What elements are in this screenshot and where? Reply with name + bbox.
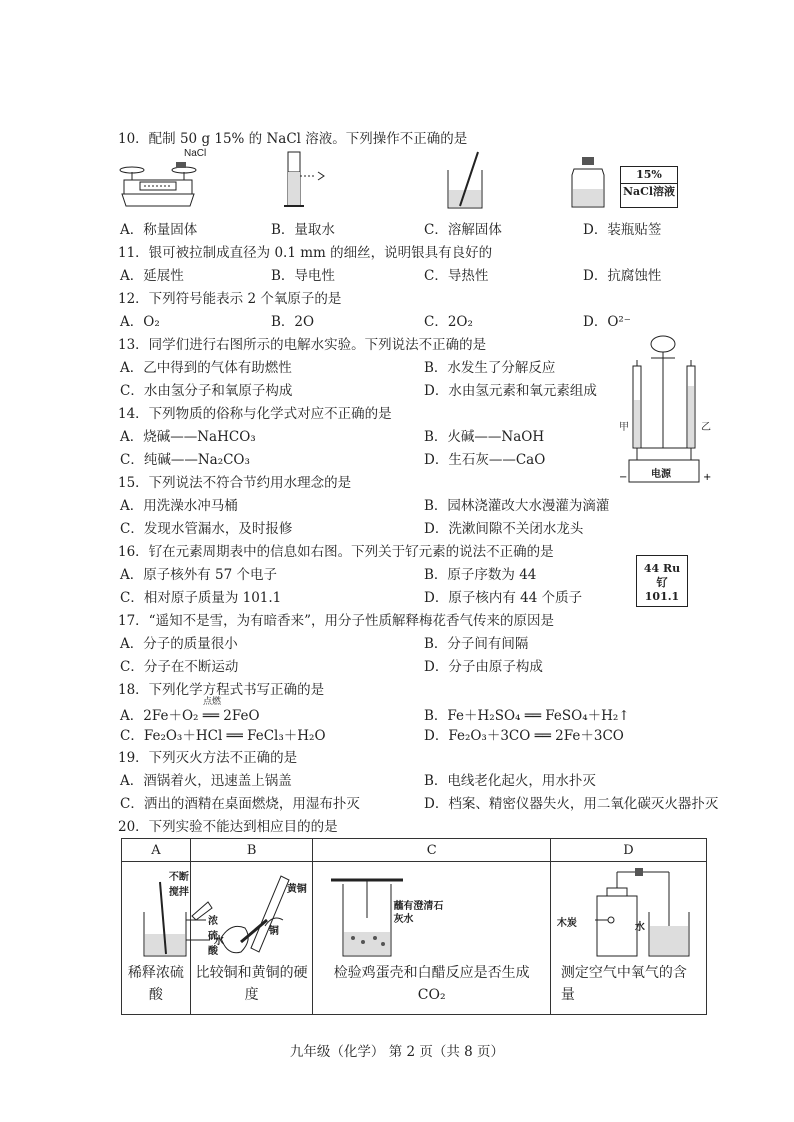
question-14-stem: 14．下列物质的俗称与化学式对应不正确的是 (118, 406, 392, 422)
option-c[interactable]: C．2O₂ (424, 314, 473, 330)
cell-a[interactable] (122, 862, 224, 1015)
option-b[interactable]: B．火碱——NaOH (424, 429, 545, 445)
question-17-stem: 17．“遥知不是雪，为有暗香来”，用分子性质解释梅花香气传来的原因是 (118, 613, 554, 629)
option-b[interactable]: B．Fe＋H₂SO₄ ══ FeSO₄＋H₂↑ (424, 708, 630, 724)
ignite-condition: 点燃 (203, 697, 222, 707)
caption-a: 稀释浓硫酸 (127, 965, 184, 1003)
option-c[interactable]: C．分子在不断运动 (120, 659, 239, 675)
cell-d[interactable] (550, 862, 706, 1015)
header-c[interactable]: C (313, 839, 550, 862)
question-stem: 10．配制 50 g 15% 的 NaCl 溶液。下列操作不正确的是 (118, 131, 468, 147)
page-footer: 九年级（化学） 第 2 页（共 8 页） (289, 1044, 505, 1060)
solution-label (620, 166, 678, 208)
graduated-cylinder-icon (278, 148, 328, 214)
svg-text:−: − (619, 472, 628, 483)
caption-c: 检验鸡蛋壳和白醋反应是否生成 CO₂ (333, 965, 530, 1003)
label-carbon: 木炭 (556, 918, 577, 929)
option-d[interactable]: D．原子核内有 44 个质子 (424, 590, 583, 606)
balance-figure (118, 148, 207, 214)
figure-c (313, 862, 549, 962)
option-d[interactable]: D．装瓶贴签 (583, 222, 662, 238)
limewater-test-icon (313, 862, 453, 962)
question-20-stem: 20．下列实验不能达到相应目的的是 (118, 819, 338, 835)
question-12-stem: 12．下列符号能表示 2 个氧原子的是 (118, 291, 342, 307)
option-b[interactable]: B．导电性 (271, 268, 335, 284)
option-a[interactable]: A．2Fe＋O₂ ══ 2FeO (120, 708, 260, 724)
figure-b (191, 862, 313, 962)
cell-c[interactable] (313, 862, 550, 1015)
option-c[interactable]: C．洒出的酒精在桌面燃烧，用湿布扑灭 (120, 796, 360, 812)
element-number-symbol: 44 Ru (643, 562, 681, 575)
option-b[interactable]: B．2O (271, 314, 315, 330)
label-water: 水 (214, 936, 224, 947)
figure-d (551, 862, 706, 962)
element-mass: 101.1 (644, 590, 680, 603)
option-c[interactable]: C．溶解固体 (424, 222, 502, 238)
label-percent: 15% (636, 168, 662, 181)
question-15-stem: 15．下列说法不符合节约用水理念的是 (118, 475, 352, 491)
option-d[interactable]: D．生石灰——CaO (424, 452, 546, 468)
question-13-stem: 13．同学们进行右图所示的电解水实验。下列说法不正确的是 (118, 337, 487, 353)
option-a[interactable]: A．O₂ (120, 314, 160, 330)
beaker-with-rod-icon (442, 148, 492, 214)
balance-icon (118, 148, 198, 214)
option-c[interactable]: C．水由氢分子和氧原子构成 (120, 383, 293, 399)
option-a[interactable]: A．烧碱——NaHCO₃ (120, 429, 256, 445)
beaker-stir-figure (442, 148, 492, 214)
option-b[interactable]: B．原子序数为 44 (424, 567, 537, 583)
option-c[interactable]: C．纯碱——Na₂CO₃ (120, 452, 250, 468)
reagent-bottle-icon (566, 155, 616, 211)
cylinder-figure (278, 148, 328, 214)
option-b[interactable]: B．分子间有间隔 (424, 636, 529, 652)
option-a[interactable]: A．延展性 (120, 268, 184, 284)
header-a[interactable]: A (122, 839, 191, 862)
experiment-table (121, 838, 707, 1015)
option-a[interactable]: A．乙中得到的气体有助燃性 (120, 360, 292, 376)
option-c[interactable]: C．相对原子质量为 101.1 (120, 590, 282, 606)
option-a[interactable]: A．称量固体 (120, 222, 198, 238)
element-name: 钌 (656, 576, 668, 589)
header-d[interactable]: D (550, 839, 706, 862)
svg-text:+: + (703, 472, 712, 483)
option-d[interactable]: D．O²⁻ (583, 314, 631, 330)
label-yi: 乙 (701, 422, 711, 433)
figure-a (122, 862, 224, 962)
scratch-test-icon (191, 862, 331, 962)
option-a[interactable]: A．原子核外有 57 个电子 (120, 567, 278, 583)
label-acid: 浓硫酸 (208, 916, 218, 957)
option-d[interactable]: D．抗腐蚀性 (583, 268, 662, 284)
caption-d: 测定空气中氧气的含量 (560, 965, 687, 1003)
element-card (636, 555, 688, 607)
option-d[interactable]: D．Fe₂O₃＋3CO ══ 2Fe＋3CO (424, 728, 624, 744)
option-d[interactable]: D．档案、精密仪器失火，用二氧化碳灭火器扑灭 (424, 796, 719, 812)
label-brass: 黄铜 (286, 884, 307, 895)
header-b[interactable]: B (190, 839, 313, 862)
option-d[interactable]: D．分子由原子构成 (424, 659, 543, 675)
question-11-stem: 11．银可被拉制成直径为 0.1 mm 的细丝，说明银具有良好的 (118, 245, 493, 261)
label-name: NaCl溶液 (622, 185, 676, 198)
label-power: 电源 (651, 469, 671, 480)
option-b[interactable]: B．量取水 (271, 222, 335, 238)
nacl-label: NaCl (184, 148, 207, 159)
question-16-stem: 16．钌在元素周期表中的信息如右图。下列关于钌元素的说法不正确的是 (118, 544, 554, 560)
question-18-stem: 18．下列化学方程式书写正确的是 (118, 682, 325, 698)
option-c[interactable]: C．导热性 (424, 268, 489, 284)
option-b[interactable]: B．水发生了分解反应 (424, 360, 556, 376)
option-a[interactable]: A．分子的质量很小 (120, 636, 238, 652)
option-a[interactable]: A．用洗澡水冲马桶 (120, 498, 238, 514)
option-d[interactable]: D．洗漱间隙不关闭水龙头 (424, 521, 584, 537)
option-c[interactable]: C．Fe₂O₃＋HCl ══ FeCl₃＋H₂O (120, 728, 326, 744)
option-a[interactable]: A．酒锅着火，迅速盖上锅盖 (120, 773, 292, 789)
oxygen-measure-icon (551, 862, 697, 962)
label-copper: 铜 (268, 926, 279, 937)
label-stir: 不断搅拌 (168, 872, 189, 898)
option-d[interactable]: D．水由氢元素和氧元素组成 (424, 383, 597, 399)
option-c[interactable]: C．发现水管漏水，及时报修 (120, 521, 293, 537)
label-jia: 甲 (619, 422, 629, 433)
label-limewater: 蘸有澄清石灰水 (393, 901, 444, 925)
question-19-stem: 19．下列灭火方法不正确的是 (118, 750, 298, 766)
label-water-d: 水 (634, 922, 645, 933)
electrolysis-figure (615, 330, 715, 490)
caption-b: 比较铜和黄铜的硬度 (195, 965, 308, 1003)
option-b[interactable]: B．园林浇灌改大水漫灌为滴灌 (424, 498, 610, 514)
option-b[interactable]: B．电线老化起火，用水扑灭 (424, 773, 596, 789)
question-10 (118, 127, 467, 147)
cell-b[interactable] (190, 862, 313, 1015)
